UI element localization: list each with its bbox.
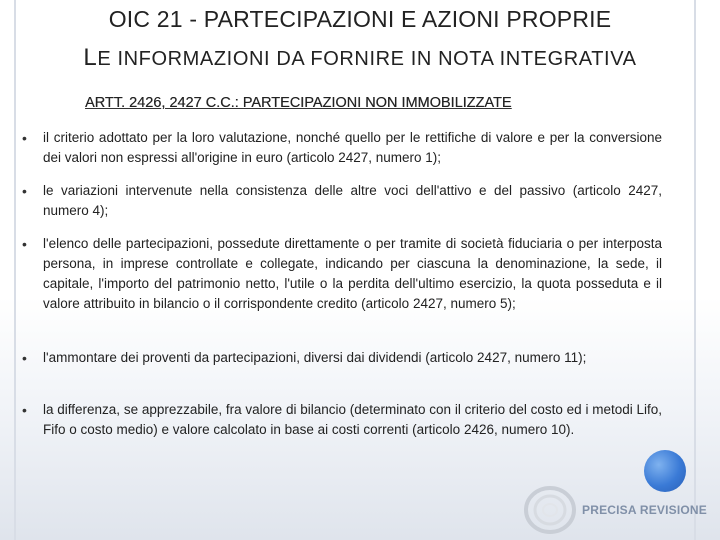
bullet-dot-icon: • xyxy=(22,402,27,418)
blue-circle-icon xyxy=(644,450,686,492)
bullet-item xyxy=(22,348,662,368)
swirl-logo-icon xyxy=(520,480,580,536)
bullet-text: il criterio adottato per la loro valutazione, nonché quello per le rettifiche di valore e per la conversione dei valori non espressi all'origine in euro (articolo 2427, numero 1); xyxy=(43,130,662,165)
subtitle-initial-letter: L xyxy=(83,44,98,71)
bullet-item xyxy=(22,128,662,168)
subtitle-heading-rest: E INFORMAZIONI DA FORNIRE IN NOTA INTEGRATIVA xyxy=(97,48,637,70)
bullet-item xyxy=(22,234,662,314)
bullet-dot-icon: • xyxy=(22,130,27,146)
section-heading: ARTT. 2426, 2427 C.C.: PARTECIPAZIONI NON IMMOBILIZZATE xyxy=(85,95,512,111)
bullet-dot-icon: • xyxy=(22,236,27,252)
logo-wordmark: PRECISA REVISIONE xyxy=(582,503,707,517)
bullet-item xyxy=(22,181,662,221)
slide-subtitle-heading xyxy=(0,44,720,72)
bullet-text: la differenza, se apprezzabile, fra valore di bilancio (determinato con il criterio del costo ed i metodi Lifo, Fifo o costo medio) e valore calcolato in base ai costi correnti (articolo 2426, numero 10). xyxy=(43,402,662,437)
bullet-text: l'ammontare dei proventi da partecipazioni, diversi dai dividendi (articolo 2427, numero 11); xyxy=(43,350,587,365)
company-logo xyxy=(520,448,710,538)
bullet-text: le variazioni intervenute nella consistenza delle altre voci dell'attivo e del passivo (articolo 2427, numero 4); xyxy=(43,183,662,218)
bullet-dot-icon: • xyxy=(22,183,27,199)
bullet-item xyxy=(22,400,662,440)
left-frame-line xyxy=(14,0,16,540)
bullet-text: l'elenco delle partecipazioni, possedute direttamente o per tramite di società fiduciaria o per interposta persona, in imprese controllate e collegate, indicando per ciascuna la denominazione, la sede, il capitale, l'importo del patrimonio netto, l'utile o la perdita dell'ultimo esercizio, la quota posseduta e il valore attribuito in bilancio o il corrispondente credito (articolo 2427, numero 5); xyxy=(43,236,662,311)
bullet-dot-icon: • xyxy=(22,350,27,366)
slide-title: OIC 21 - PARTECIPAZIONI E AZIONI PROPRIE xyxy=(108,6,612,32)
